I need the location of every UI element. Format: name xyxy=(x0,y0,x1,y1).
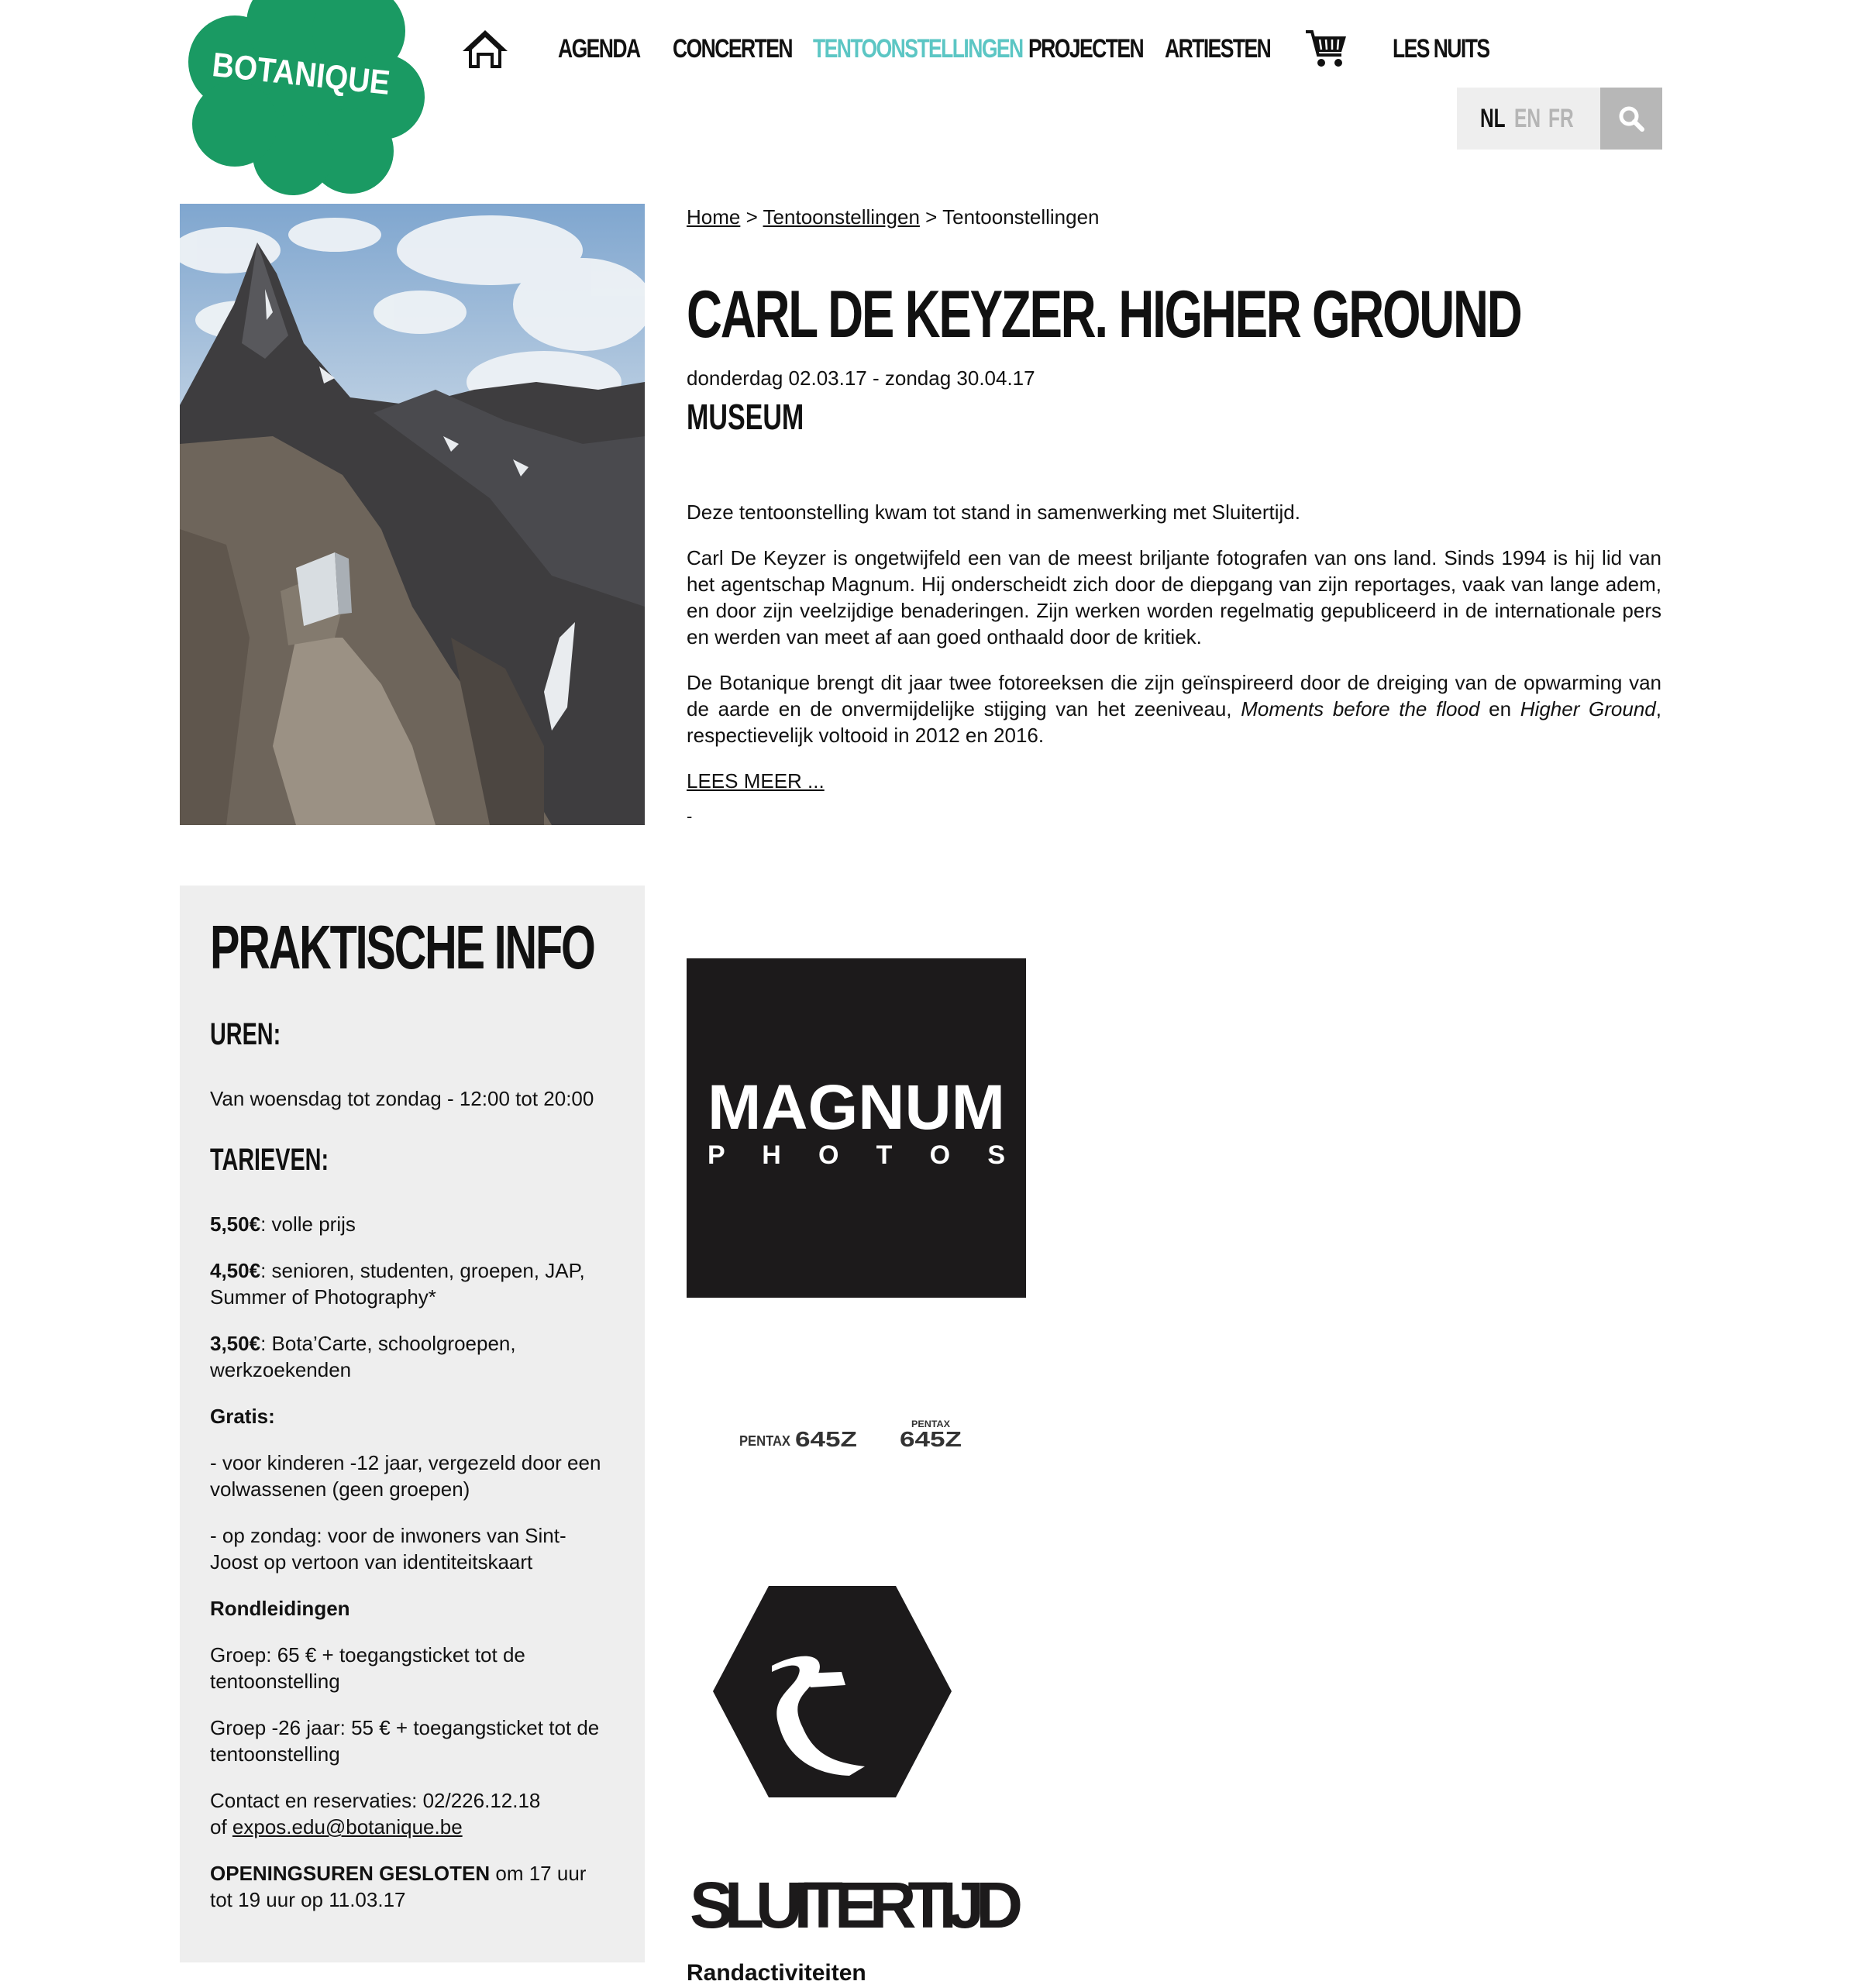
main-content xyxy=(687,203,1661,825)
breadcrumb-section[interactable]: Tentoonstellingen xyxy=(763,205,920,229)
nav-agenda[interactable]: AGENDA xyxy=(558,33,640,64)
page-title: CARL DE KEYZER. HIGHER GROUND xyxy=(687,277,1521,352)
lang-en[interactable]: EN xyxy=(1514,103,1541,133)
magnum-wordmark: MAGNUM xyxy=(708,1072,1005,1143)
exhibition-photo xyxy=(180,204,645,825)
practical-info-panel xyxy=(180,886,645,1962)
tours-heading: Rondleidingen xyxy=(210,1597,350,1620)
free-sunday: - op zondag: voor de inwoners van Sint-Joost op vertoon van identiteitskaart xyxy=(210,1524,566,1574)
breadcrumb-separator: > xyxy=(745,205,758,229)
nav-les-nuits[interactable]: LES NUITS xyxy=(1393,33,1489,64)
prices-heading: TARIEVEN: xyxy=(210,1143,329,1177)
separator-dash: - xyxy=(687,807,693,826)
breadcrumb-home[interactable]: Home xyxy=(687,205,741,229)
practical-info-heading: PRAKTISCHE INFO xyxy=(210,913,594,982)
hours-heading: UREN: xyxy=(210,1017,281,1051)
free-heading: Gratis: xyxy=(210,1405,275,1428)
search-button[interactable] xyxy=(1600,88,1662,150)
sluitertijd-logo[interactable] xyxy=(687,1580,1026,1945)
series-title-1: Moments before the flood xyxy=(1241,697,1480,721)
price-full: 5,50€: volle prijs xyxy=(210,1212,356,1236)
pentax-model-stacked: 645Z xyxy=(900,1427,962,1451)
event-venue: MUSEUM xyxy=(687,397,804,437)
cart-icon[interactable] xyxy=(1300,26,1354,72)
pentax-model: 645Z xyxy=(795,1427,857,1451)
nav-concerten[interactable]: CONCERTEN xyxy=(673,33,792,64)
botanique-logo[interactable] xyxy=(177,0,425,195)
event-dates: donderdag 02.03.17 - zondag 30.04.17 xyxy=(687,366,1035,390)
price-reduced: 4,50€: senioren, studenten, groepen, JAP, Summer of Photography* xyxy=(210,1259,585,1309)
contact-email-link[interactable]: expos.edu@botanique.be xyxy=(232,1815,463,1838)
series-title-2: Higher Ground xyxy=(1520,697,1656,721)
breadcrumb-current: Tentoonstellingen xyxy=(942,205,1100,229)
price-bota-carte: 3,50€: Bota’Carte, schoolgroepen, werkzoekenden xyxy=(210,1332,516,1381)
magnum-photos-logo[interactable] xyxy=(687,958,1026,1298)
main-nav xyxy=(457,22,1506,76)
pentax-wordmark: PENTAX xyxy=(739,1433,790,1449)
photos-wordmark: P H O T O S xyxy=(708,1140,1005,1170)
side-activities-heading: Randactiviteiten xyxy=(687,1960,866,1986)
search-icon xyxy=(1618,105,1644,132)
free-children: - voor kinderen -12 jaar, vergezeld door een volwassenen (geen groepen) xyxy=(210,1451,601,1501)
lang-nl[interactable]: NL xyxy=(1480,103,1506,133)
sluitertijd-wordmark: SLUITERTIJD xyxy=(690,1869,1023,1942)
nav-tentoonstellingen[interactable]: TENTOONSTELLINGEN xyxy=(813,33,1023,64)
series-paragraph: De Botanique brengt dit jaar twee fotoreeksen die zijn geïnspireerd door de dreiging van de opwarming van de aarde en de onvermijdelijke stijging van het zeeniveau, Moments before the flood en Higher Ground, respectievelijk voltooid in 2012 en 2016. xyxy=(687,671,1662,747)
home-icon[interactable] xyxy=(457,26,513,72)
intro-paragraph: Deze tentoonstelling kwam tot stand in samenwerking met Sluitertijd. xyxy=(687,500,1300,524)
flower-logo-shape xyxy=(177,0,425,195)
description-paragraph: Carl De Keyzer is ongetwijfeld een van de meest briljante fotografen van ons land. Sinds 1994 is hij lid van het agentschap Magnum. Hij onderscheidt zich door de diepgang van zijn reportages, vaak van lange adem, en door zijn veelzijdige benaderingen. Zijn werken worden regelmatig gepubliceerd in de internationale pers en werden van meet af aan goed onthaald door de kritiek. xyxy=(687,546,1661,648)
read-more-link[interactable]: LEES MEER ... xyxy=(687,769,825,793)
breadcrumb xyxy=(687,203,1661,231)
tour-group-price: Groep: 65 € + toegangsticket tot de tentoonstelling xyxy=(210,1643,525,1693)
nav-projecten[interactable]: PROJECTEN xyxy=(1028,33,1144,64)
nav-artiesten[interactable]: ARTIESTEN xyxy=(1165,33,1271,64)
pentax-645z-logo[interactable] xyxy=(687,1340,1026,1557)
breadcrumb-separator: > xyxy=(925,205,938,229)
lang-fr[interactable]: FR xyxy=(1548,103,1574,133)
closing-notice: OPENINGSUREN GESLOTEN om 17 uur tot 19 uur op 11.03.17 xyxy=(210,1862,587,1911)
tour-youth-price: Groep -26 jaar: 55 € + toegangsticket tot de tentoonstelling xyxy=(210,1716,600,1766)
language-switcher xyxy=(1457,88,1600,150)
contact-info: Contact en reservaties: 02/226.12.18 of expos.edu@botanique.be xyxy=(210,1789,541,1838)
hours-text: Van woensdag tot zondag - 12:00 tot 20:00 xyxy=(210,1087,594,1110)
pentax-wordmark-small: PENTAX xyxy=(911,1419,950,1429)
logo-text: BOTANIQUE xyxy=(210,46,415,105)
